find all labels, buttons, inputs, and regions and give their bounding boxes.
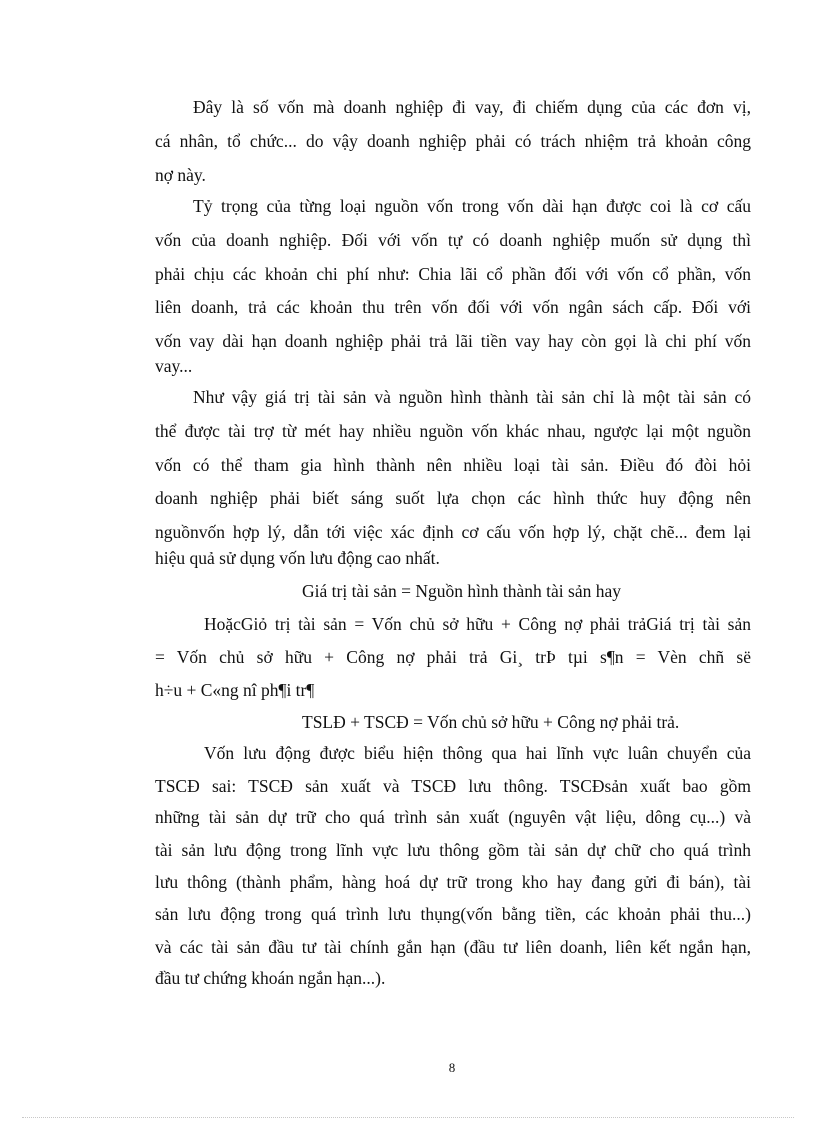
formula-line: HoặcGiỏ trị tài sản = Vốn chủ sở hữu + Công nợ phải trảGiá trị tài sản — [204, 614, 751, 634]
paragraph-line: doanh nghiệp phải biết sáng suốt lựa chọn các hình thức huy động nên — [155, 488, 751, 508]
paragraph-line: phải chịu các khoản chi phí như: Chia lãi cổ phần đối với vốn cổ phần, vốn — [155, 264, 751, 284]
paragraph-line: lưu thông (thành phẩm, hàng hoá dự trữ trong kho hay đang gửi đi bán), tài — [155, 872, 751, 892]
paragraph-line: cá nhân, tổ chức... do vậy doanh nghiệp phải có trách nhiệm trả khoản công — [155, 131, 751, 151]
paragraph-line: tài sản lưu động trong lĩnh vực lưu thông gồm tài sản dự chữ cho quá trình — [155, 840, 751, 860]
formula-line: h÷u + C«ng nî ph¶i tr¶ — [155, 680, 315, 700]
paragraph-line: vốn vay dài hạn doanh nghiệp phải trả lãi tiền vay hay còn gọi là chi phí vốn — [155, 331, 751, 351]
paragraph-line: Đây là số vốn mà doanh nghiệp đi vay, đi chiếm dụng của các đơn vị, — [193, 97, 751, 117]
paragraph-line: thể được tài trợ từ mét hay nhiều nguồn vốn khác nhau, ngược lại một nguồn — [155, 421, 751, 441]
paragraph-line: Vốn lưu động được biểu hiện thông qua hai lĩnh vực luân chuyển của — [204, 743, 751, 763]
formula-line: Giá trị tài sản = Nguồn hình thành tài sản hay — [302, 581, 621, 601]
paragraph-line: vay... — [155, 356, 193, 376]
page-number: 8 — [448, 1060, 456, 1075]
paragraph-line: và các tài sản đầu tư tài chính gắn hạn (đầu tư liên doanh, liên kết ngắn hạn, — [155, 937, 751, 957]
paragraph-line: đầu tư chứng khoán ngắn hạn...). — [155, 968, 386, 988]
paragraph-line: Tỷ trọng của từng loại nguồn vốn trong vốn dài hạn được coi là cơ cấu — [193, 196, 751, 216]
paragraph-line: những tài sản dự trữ cho quá trình sản xuất (nguyên vật liệu, dông cụ...) và — [155, 807, 751, 827]
paragraph-line: nợ này. — [155, 165, 206, 185]
paragraph-line: nguồnvốn hợp lý, dẫn tới việc xác định cơ cấu vốn hợp lý, chặt chẽ... đem lại — [155, 522, 751, 542]
formula-line: = Vốn chủ sở hữu + Công nợ phải trả Gi¸ trÞ tµi s¶n = Vèn chñ së — [155, 647, 751, 667]
formula-line: TSLĐ + TSCĐ = Vốn chủ sở hữu + Công nợ phải trả. — [302, 712, 680, 732]
paragraph-line: vốn có thể tham gia hình thành nên nhiều loại tài sản. Điều đó đòi hỏi — [155, 455, 751, 475]
footer-divider — [22, 1117, 794, 1118]
paragraph-line: vốn của doanh nghiệp. Đối với vốn tự có doanh nghiệp muốn sử dụng thì — [155, 230, 751, 250]
paragraph-line: sản lưu động trong quá trình lưu thụng(vốn bằng tiền, các khoản phải thu...) — [155, 904, 751, 924]
paragraph-line: hiệu quả sử dụng vốn lưu động cao nhất. — [155, 548, 440, 568]
paragraph-line: Như vậy giá trị tài sản và nguồn hình thành tài sản chỉ là một tài sản có — [193, 387, 751, 407]
paragraph-line: liên doanh, trả các khoản thu trên vốn đối với vốn ngân sách cấp. Đối với — [155, 297, 751, 317]
paragraph-line: TSCĐ sai: TSCĐ sản xuất và TSCĐ lưu thông. TSCĐsản xuất bao gồm — [155, 776, 751, 796]
